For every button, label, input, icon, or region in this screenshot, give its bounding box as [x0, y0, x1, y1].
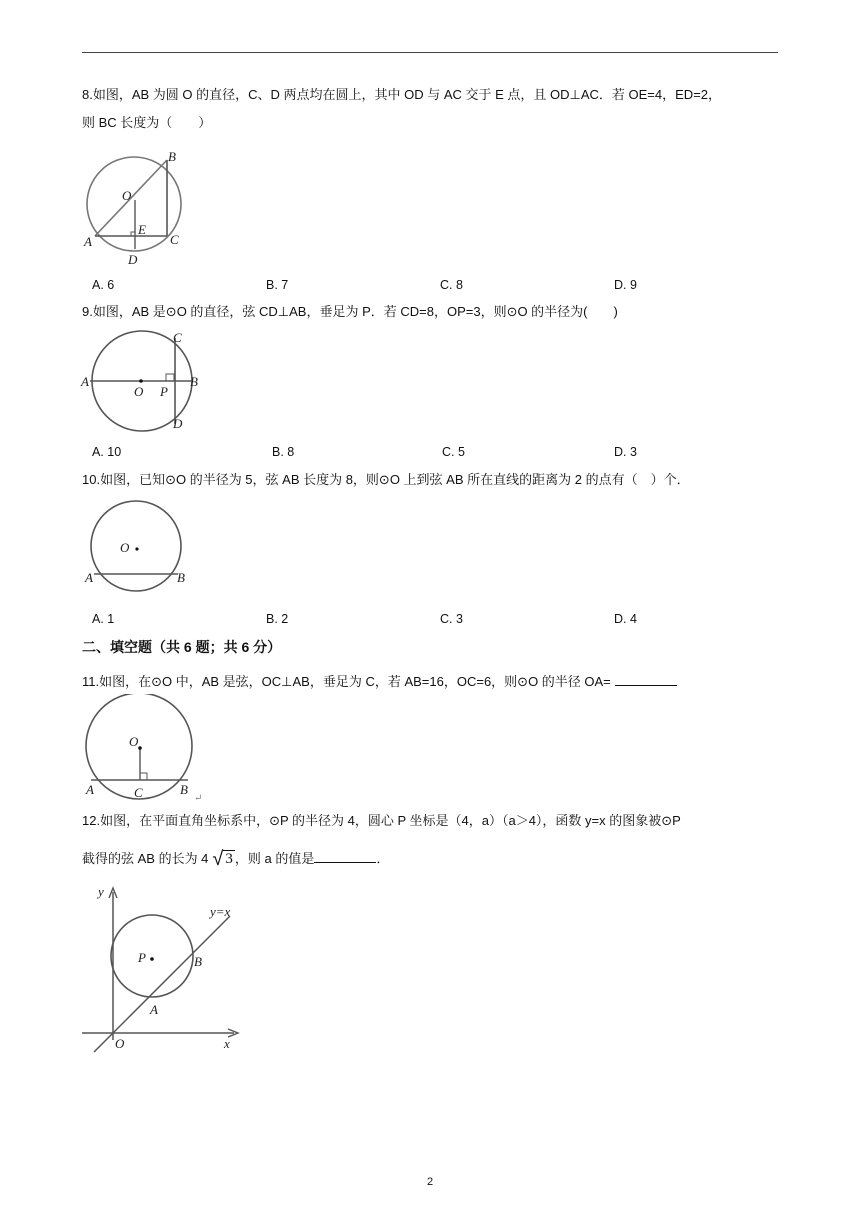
q12-stem-part1: 截得的弦 AB 的长为 4: [82, 851, 209, 866]
q8-label-a: A: [84, 234, 92, 249]
q9-stem: 9.如图，AB 是⊙O 的直径，弦 CD⊥AB，垂足为 P．若 CD=8，OP=3，则⊙O 的半径为( ): [82, 304, 618, 319]
q10-center-dot: [135, 547, 138, 550]
q8-figure: [82, 146, 194, 270]
q11-right-angle-mark: [140, 773, 147, 780]
q10-label-o: O: [120, 540, 130, 555]
q11-figure: [82, 694, 212, 804]
q11-center-dot: [138, 746, 142, 750]
q12-label-o: O: [115, 1036, 125, 1051]
q9-label-c: C: [173, 330, 182, 345]
q10-option-c[interactable]: C. 3: [440, 612, 463, 626]
q9-label-a: A: [81, 374, 89, 389]
q12-sqrt-value: 3: [225, 851, 233, 867]
q9-option-a[interactable]: A. 10: [92, 445, 122, 459]
q10-option-b[interactable]: B. 2: [266, 612, 289, 626]
q12-sqrt-expression: [212, 848, 234, 868]
q12-stem-line1: 12.如图，在平面直角坐标系中，⊙P 的半径为 4，圆心 P 坐标是（4，a）（a＞4），函数 y=x 的图象被⊙P: [82, 813, 681, 828]
q11-label-b: B: [180, 782, 188, 797]
q12-stem-end: ．: [376, 851, 390, 866]
q12-figure: [80, 880, 248, 1056]
q12-label-b: B: [194, 954, 202, 969]
q12-stem-part2: ，则 a 的值是: [234, 851, 315, 866]
q10-circle: [91, 501, 181, 591]
q9-option-d[interactable]: D. 3: [614, 445, 637, 459]
header-rule: [82, 52, 778, 53]
q12-label-p: P: [138, 950, 146, 965]
page-number: 2: [426, 1176, 434, 1188]
q8-label-e: E: [138, 222, 146, 237]
q10-figure: [82, 500, 194, 592]
section-heading-fill-in: 二、填空题（共 6 题；共 6 分）: [82, 639, 282, 655]
q8-stem-line2: 则 BC 长度为（ ）: [82, 115, 212, 130]
q12-center-dot: [150, 957, 154, 961]
q8-option-a[interactable]: A. 6: [92, 278, 115, 292]
q10-stem: 10.如图，已知⊙O 的半径为 5，弦 AB 长度为 8，则⊙O 上到弦 AB 所在直线的距离为 2 的点有（ ）个．: [82, 472, 690, 487]
q9-option-c[interactable]: C. 5: [442, 445, 465, 459]
q12-label-y: y: [98, 884, 104, 899]
q9-center-dot: [139, 379, 143, 383]
q10-label-a: A: [85, 570, 93, 585]
q11-label-c: C: [134, 785, 143, 800]
q11-return-mark: ↵: [194, 793, 203, 804]
q8-option-d[interactable]: D. 9: [614, 278, 637, 292]
q10-label-b: B: [177, 570, 185, 585]
q8-label-o: O: [122, 188, 132, 203]
q8-label-c: C: [170, 232, 179, 247]
q12-label-x: x: [224, 1036, 230, 1051]
q9-right-angle-mark: [166, 374, 174, 381]
q9-option-b[interactable]: B. 8: [272, 445, 295, 459]
q11-stem-text: 11.如图，在⊙O 中，AB 是弦，OC⊥AB，垂足为 C，若 AB=16，OC=6，则⊙O 的半径 OA=: [82, 674, 611, 689]
q12-circle-p: [111, 915, 193, 997]
q9-label-p: P: [160, 384, 168, 399]
q9-label-b: B: [190, 374, 198, 389]
q11-answer-blank[interactable]: [615, 673, 677, 686]
q10-option-a[interactable]: A. 1: [92, 612, 115, 626]
q10-option-d[interactable]: D. 4: [614, 612, 637, 626]
q9-label-o: O: [134, 384, 144, 399]
q11-label-a: A: [86, 782, 94, 797]
q8-option-b[interactable]: B. 7: [266, 278, 289, 292]
q12-answer-blank[interactable]: [314, 850, 376, 863]
q11-label-o: O: [129, 734, 139, 749]
q12-label-line: y=x: [210, 904, 231, 919]
q12-label-a: A: [150, 1002, 158, 1017]
q8-stem-line1: 8.如图，AB 为圆 O 的直径，C、D 两点均在圆上，其中 OD 与 AC 交于 E 点，且 OD⊥AC．若 OE=4，ED=2，: [82, 87, 722, 102]
q8-label-b: B: [168, 149, 176, 164]
q12-line-y-equals-x: [94, 916, 230, 1052]
q8-label-d: D: [128, 252, 138, 267]
q9-figure: [80, 328, 210, 434]
q12-stem-line2: [82, 848, 389, 868]
q11-circle: [86, 694, 192, 799]
radical-sign-icon: √: [212, 848, 224, 870]
q8-option-c[interactable]: C. 8: [440, 278, 463, 292]
q9-label-d: D: [173, 416, 183, 431]
q11-stem: [82, 673, 677, 691]
